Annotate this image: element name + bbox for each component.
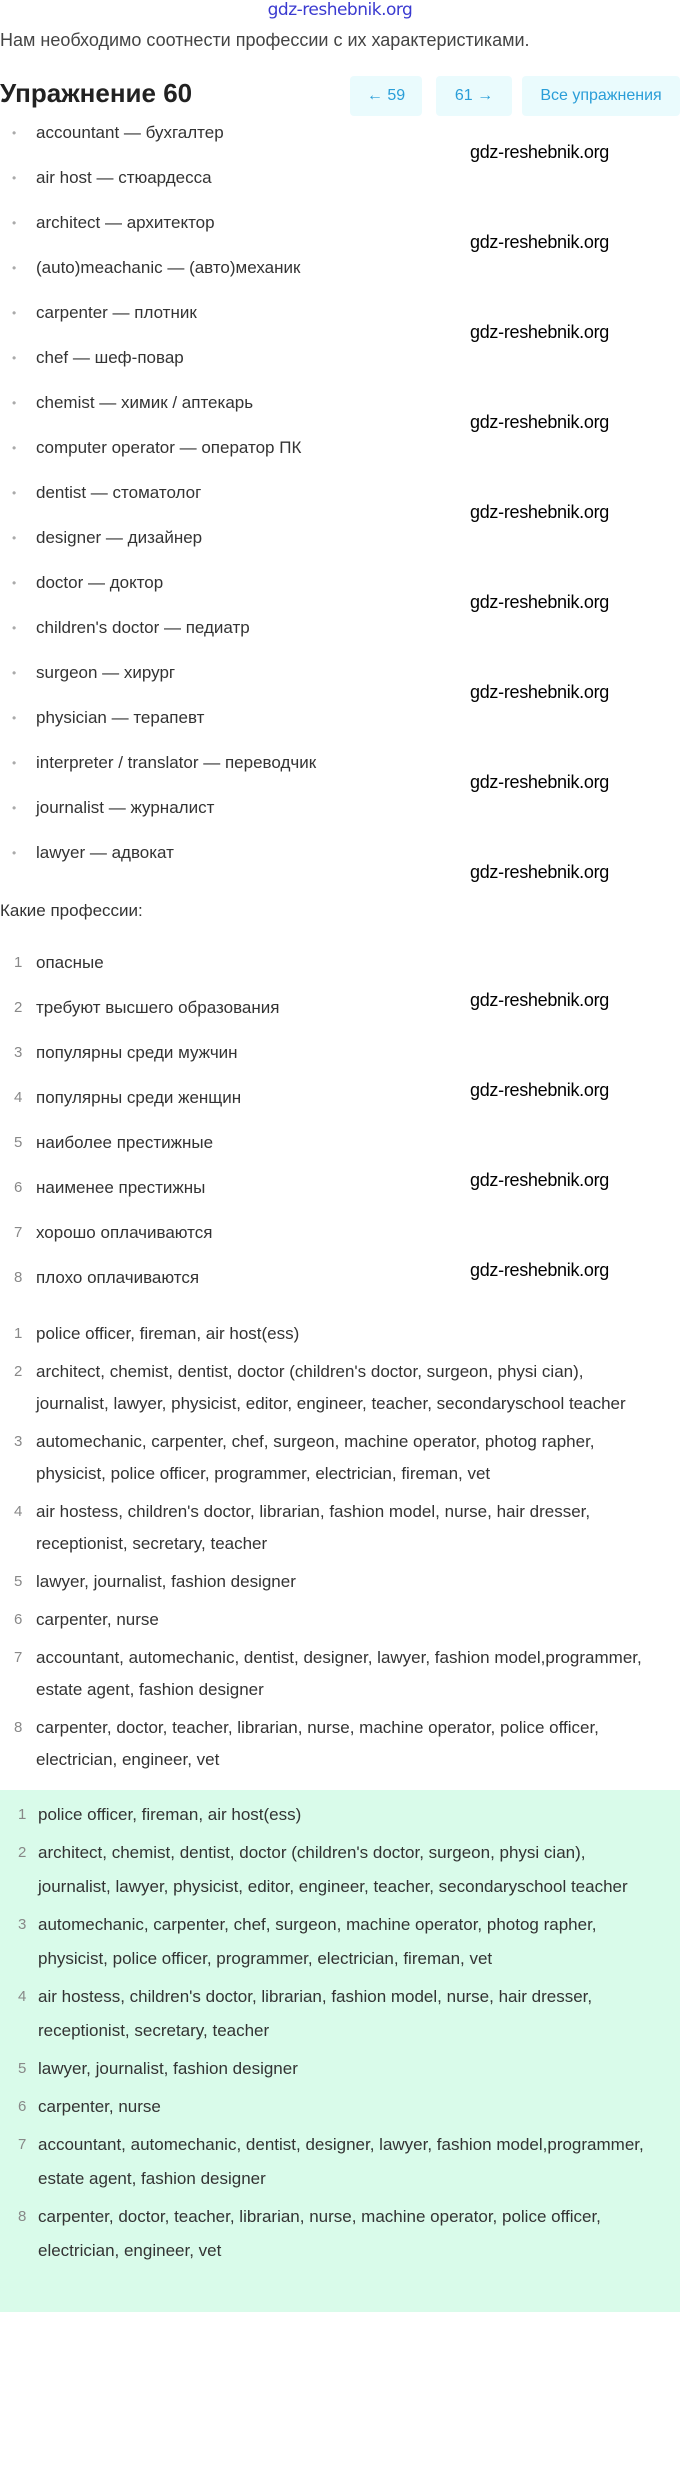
answer-item [0, 2128, 650, 2196]
watermark: gdz-reshebnik.org [470, 232, 609, 252]
vocab-item: • carpenter — плотник [0, 300, 680, 345]
question-item [0, 1130, 680, 1175]
answer-item [0, 1318, 660, 1350]
page-title: Упражнение 60 [0, 78, 193, 108]
item-text: плохо оплачиваются [36, 1268, 200, 1287]
item-number: 3 [14, 1044, 23, 1061]
item-number: 4 [18, 1988, 27, 2005]
item-number: 7 [14, 1224, 23, 1241]
answer-item [0, 1642, 660, 1706]
answer-item [0, 1908, 650, 1976]
watermark: gdz-reshebnik.org [470, 1260, 609, 1280]
intro-text: Нам необходимо соотнести профессии с их характеристиками. [0, 30, 530, 50]
watermark: gdz-reshebnik.org [470, 682, 609, 702]
vocab-item: • journalist — журналист [0, 795, 680, 840]
watermark: gdz-reshebnik.org [470, 322, 609, 342]
question-item [0, 1220, 680, 1265]
vocab-item: • children's doctor — педиатр [0, 615, 680, 660]
vocab-item: • designer — дизайнер [0, 525, 680, 570]
answer-item [0, 1980, 650, 2048]
watermark: gdz-reshebnik.org [470, 592, 609, 612]
item-number: 6 [18, 2098, 27, 2115]
item-text: наиболее престижные [36, 1133, 214, 1152]
vocab-item: • doctor — доктор [0, 570, 680, 615]
answer-item [0, 1798, 650, 1832]
item-text: популярны среди женщин [36, 1088, 242, 1107]
answer-item [0, 1356, 660, 1420]
vocab-item: • chef — шеф-повар [0, 345, 680, 390]
item-text: lawyer, journalist, fashion designer [38, 2059, 298, 2078]
item-text: architect, chemist, dentist, doctor (children's doctor, surgeon, physi cian), journalist, lawyer, physicist, editor, engineer, teacher, secondaryschool teacher [36, 1362, 626, 1413]
item-number: 7 [18, 2136, 27, 2153]
vocab-item: • lawyer — адвокат [0, 840, 680, 885]
next-exercise-button[interactable]: 61 → [436, 76, 512, 116]
question-item [0, 1040, 680, 1085]
answer-item [0, 1566, 660, 1598]
item-text: automechanic, carpenter, chef, surgeon, machine operator, photog rapher, physicist, police officer, programmer, electrician, fireman, vet [38, 1915, 597, 1968]
answer-highlight-box [0, 1790, 680, 2312]
answer-item [0, 1712, 660, 1776]
item-number: 6 [14, 1611, 23, 1628]
item-number: 1 [14, 1325, 23, 1342]
watermark: gdz-reshebnik.org [470, 1170, 609, 1190]
answer-item [0, 1836, 650, 1904]
answer-item [0, 1426, 660, 1490]
item-text: architect, chemist, dentist, doctor (children's doctor, surgeon, physi cian), journalist, lawyer, physicist, editor, engineer, teacher, secondaryschool teacher [38, 1843, 628, 1896]
item-text: популярны среди мужчин [36, 1043, 238, 1062]
item-number: 8 [18, 2208, 27, 2225]
vocab-item: • physician — терапевт [0, 705, 680, 750]
item-number: 8 [14, 1269, 23, 1286]
item-text: carpenter, nurse [38, 2097, 161, 2116]
vocab-item: • architect — архитектор [0, 210, 680, 255]
item-text: air hostess, children's doctor, librarian, fashion model, nurse, hair dresser, receptionist, secretary, teacher [38, 1987, 593, 2040]
vocab-item: • (auto)meachanic — (авто)механик [0, 255, 680, 300]
vocab-item: • accountant — бухгалтер [0, 120, 680, 165]
item-text: air hostess, children's doctor, librarian, fashion model, nurse, hair dresser, receptionist, secretary, teacher [36, 1502, 591, 1553]
item-number: 2 [14, 999, 23, 1016]
question-item [0, 950, 680, 995]
item-number: 4 [14, 1503, 23, 1520]
item-number: 8 [14, 1719, 23, 1736]
item-text: carpenter, nurse [36, 1610, 159, 1629]
vocab-item: • chemist — химик / аптекарь [0, 390, 680, 435]
item-number: 7 [14, 1649, 23, 1666]
vocab-item: • air host — стюардесса [0, 165, 680, 210]
item-text: требуют высшего образования [36, 998, 280, 1017]
answer-item [0, 2052, 650, 2086]
item-number: 4 [14, 1089, 23, 1106]
item-text: carpenter, doctor, teacher, librarian, nurse, machine operator, police officer, electrician, engineer, vet [36, 1718, 599, 1769]
watermark: gdz-reshebnik.org [470, 862, 609, 882]
item-text: наименее престижны [36, 1178, 206, 1197]
watermark: gdz-reshebnik.org [470, 990, 609, 1010]
answer-item [0, 1604, 660, 1636]
question-heading: Какие профессии: [0, 901, 143, 920]
vocab-item: • interpreter / translator — переводчик [0, 750, 680, 795]
item-text: хорошо оплачиваются [36, 1223, 213, 1242]
item-number: 2 [14, 1363, 23, 1380]
vocab-item: • computer operator — оператор ПК [0, 435, 680, 480]
watermark: gdz-reshebnik.org [470, 502, 609, 522]
item-text: carpenter, doctor, teacher, librarian, nurse, machine operator, police officer, electrician, engineer, vet [38, 2207, 601, 2260]
content [0, 120, 680, 2312]
answer-item [0, 2200, 650, 2268]
item-text: police officer, fireman, air host(ess) [38, 1805, 302, 1824]
item-number: 5 [14, 1134, 23, 1151]
item-number: 3 [18, 1916, 27, 1933]
item-text: lawyer, journalist, fashion designer [36, 1572, 296, 1591]
answer-item [0, 1496, 660, 1560]
item-number: 3 [14, 1433, 23, 1450]
answer-item [0, 2090, 650, 2124]
item-text: accountant, automechanic, dentist, designer, lawyer, fashion model,programmer, estate agent, fashion designer [36, 1648, 642, 1699]
watermark: gdz-reshebnik.org [470, 412, 609, 432]
item-text: опасные [36, 953, 104, 972]
watermark: gdz-reshebnik.org [470, 772, 609, 792]
vocab-item: • surgeon — хирург [0, 660, 680, 705]
answer-list [0, 1318, 660, 1776]
item-number: 1 [14, 954, 23, 971]
prev-exercise-button[interactable]: ← 59 [350, 76, 422, 116]
watermark-header: gdz-reshebnik.org [267, 0, 413, 20]
item-text: automechanic, carpenter, chef, surgeon, machine operator, photog rapher, physicist, police officer, programmer, electrician, fireman, vet [36, 1432, 595, 1483]
watermark: gdz-reshebnik.org [470, 142, 609, 162]
item-text: accountant, automechanic, dentist, designer, lawyer, fashion model,programmer, estate agent, fashion designer [38, 2135, 644, 2188]
item-text: police officer, fireman, air host(ess) [36, 1324, 300, 1343]
item-number: 5 [14, 1573, 23, 1590]
item-number: 2 [18, 1844, 27, 1861]
watermark: gdz-reshebnik.org [470, 1080, 609, 1100]
item-number: 6 [14, 1179, 23, 1196]
all-exercises-button[interactable]: Все упражнения [522, 76, 680, 116]
answer-list-highlighted [0, 1798, 650, 2268]
vocab-item: • dentist — стоматолог [0, 480, 680, 525]
item-number: 5 [18, 2060, 27, 2077]
item-number: 1 [18, 1806, 27, 1823]
